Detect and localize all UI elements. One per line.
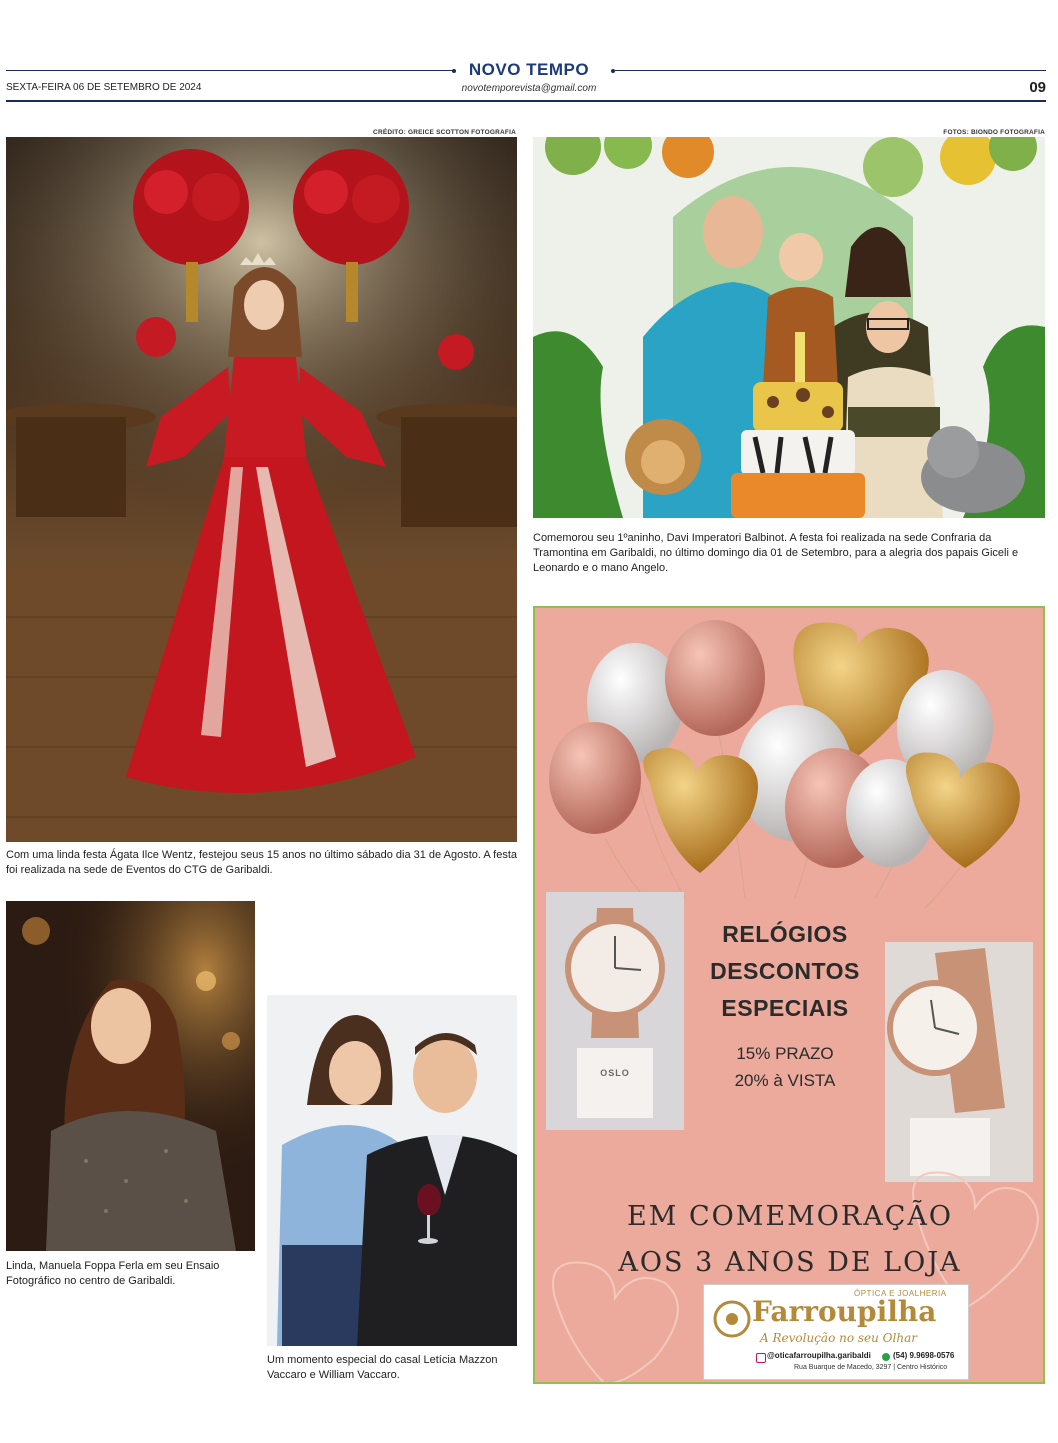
couple-illustration <box>267 995 517 1346</box>
photo-quinceanera <box>6 137 517 842</box>
caption-couple: Um momento especial do casal Letícia Mazzon Vaccaro e William Vaccaro. <box>267 1354 498 1381</box>
logo-instagram: @oticafarroupilha.garibaldi <box>767 1351 871 1360</box>
caption-birthday: Comemorou seu 1ºaninho, Davi Imperatori Balbinot. A festa foi realizada na sede Confraria da Tramontina em Garibaldi, no último domingo dia 01 de Setembro, para a alegria dos papais Giceli e Leonardo e o mano Angelo. <box>533 532 1019 574</box>
instagram-icon <box>756 1353 766 1363</box>
portrait-illustration <box>6 901 255 1251</box>
ad-headline <box>675 916 895 1027</box>
store-logo <box>703 1284 969 1380</box>
header-rule-bottom <box>6 100 1046 102</box>
photo-credit-quinceanera: CRÉDITO: GREICE SCOTTON FOTOGRAFIA <box>373 129 516 136</box>
ad-headline-line-3: ESPECIAIS <box>721 995 849 1021</box>
ad-anniversary <box>535 1194 1045 1286</box>
watch-brand-label: OSLO <box>600 1068 630 1078</box>
ad-offer-cash: 20% à VISTA <box>734 1071 836 1090</box>
jewelry-advertisement <box>533 606 1045 1384</box>
contact-email: novotemporevista@gmail.com <box>461 83 597 94</box>
ad-offer-installments: 15% PRAZO <box>736 1044 834 1063</box>
logo-tagline: ÓPTICA E JOALHERIA <box>854 1289 947 1298</box>
photo-credit-birthday: FOTOS: BIONDO FOTOGRAFIA <box>943 129 1045 136</box>
quinceanera-illustration <box>6 137 517 842</box>
ad-anniversary-line-2: AOS 3 ANOS DE LOJA <box>618 1247 962 1278</box>
photo-birthday <box>533 137 1045 518</box>
issue-date: SEXTA-FEIRA 06 DE SETEMBRO DE 2024 <box>6 82 202 93</box>
ad-headline-line-1: RELÓGIOS <box>722 921 848 947</box>
masthead: NOVO TEMPO <box>468 60 590 79</box>
caption-quinceanera: Com uma linda festa Ágata Ilce Wentz, festejou seus 15 anos no último sábado dia 31 de Agosto. A festa foi realizada na sede de Eventos do CTG de Garibaldi. <box>6 849 518 876</box>
eye-logo-icon <box>712 1299 752 1339</box>
photo-couple <box>267 995 517 1346</box>
page-number: 09 <box>1029 79 1046 96</box>
caption-portrait: Linda, Manuela Foppa Ferla em seu Ensaio Fotográfico no centro de Garibaldi. <box>6 1260 220 1287</box>
logo-phone: (54) 9.9698-0576 <box>893 1351 955 1360</box>
photo-portrait <box>6 901 255 1251</box>
logo-slogan: A Revolução no seu Olhar <box>760 1331 917 1345</box>
whatsapp-icon <box>882 1353 890 1361</box>
ad-anniversary-line-1: EM COMEMORAÇÃO <box>627 1201 953 1232</box>
ad-headline-line-2: DESCONTOS <box>710 958 860 984</box>
birthday-illustration <box>533 137 1045 518</box>
logo-address: Rua Buarque de Macedo, 3297 | Centro Histórico <box>794 1364 948 1371</box>
logo-brand: Farroupilha <box>752 1295 937 1328</box>
ad-offers <box>675 1040 895 1094</box>
